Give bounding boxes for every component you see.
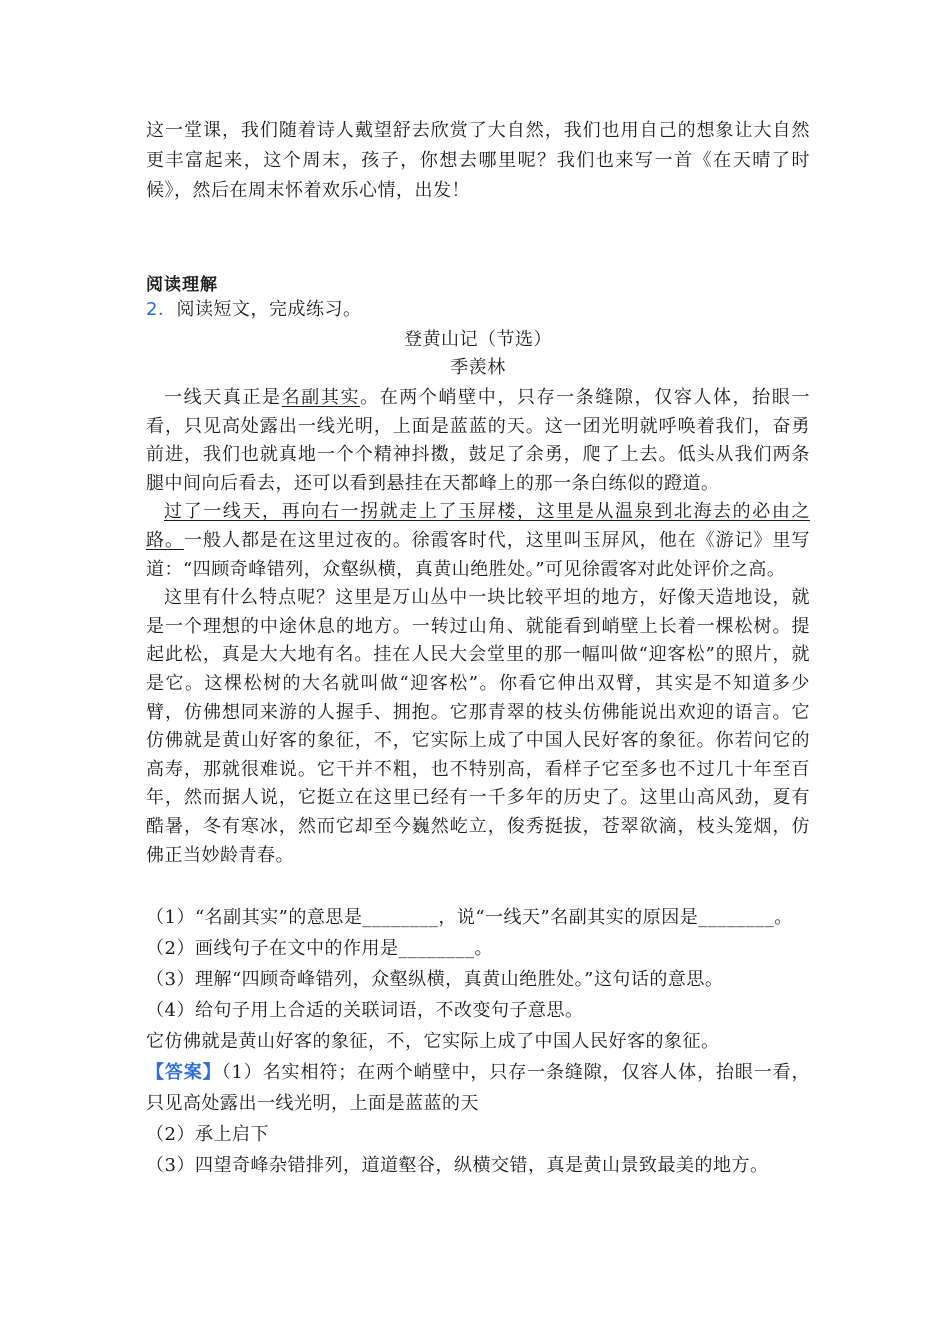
article-paragraph-1 xyxy=(146,384,810,498)
question-number: 2． xyxy=(146,299,177,320)
sub-question-2: （2）画线句子在文中的作用是________。 xyxy=(146,938,493,959)
answer-tag: 【答案】 xyxy=(146,1062,222,1083)
sub-question-3: （3）理解“四顾奇峰错列，众壑纵横，真黄山绝胜处。”这句话的意思。 xyxy=(146,969,724,990)
article-author: 季羡林 xyxy=(450,357,506,378)
question-heading xyxy=(146,296,810,324)
intro-paragraph: 这一堂课，我们随着诗人戴望舒去欣赏了大自然，我们也用自己的想象让大自然更丰富起来，这个周末，孩子，你想去哪里呢？我们也来写一首《在天晴了时候》，然后在周末怀着欢乐心情，出发！ xyxy=(146,120,810,201)
answer-2: （2）承上启下 xyxy=(146,1124,269,1145)
underlined-phrase: 名副其实 xyxy=(281,387,361,408)
article-title: 登黄山记（节选） xyxy=(404,329,552,350)
sub-question-4: （4）给句子用上合适的关联词语，不改变句子意思。 xyxy=(146,1000,584,1021)
question-prompt: 阅读短文，完成练习。 xyxy=(176,299,362,320)
answer-3: （3）四望奇峰杂错排列，道道壑谷，纵横交错，真是黄山景致最美的地方。 xyxy=(146,1155,769,1176)
question-list xyxy=(146,902,810,1181)
underlined-sentence: 过了一线天，再向右一拐就走上了玉屏楼，这里是从温泉到北海去的必由之路。 xyxy=(146,501,810,551)
p1-after: 。在两个峭壁中，只存一条缝隙，仅容人体，抬眼一看，只见高处露出一线光明，上面是蓝蓝的天。这一团光明就呼唤着我们，奋勇前进，我们也就真地一个个精神抖擞，鼓足了余勇，爬了上去。低头从我们两条腿中间向后看去，还可以看到悬挂在天都峰上的那一条白练似的蹬道。 xyxy=(146,387,810,494)
p1-before: 一线天真正是 xyxy=(164,387,282,408)
article-paragraph-3: 这里有什么特点呢？这里是万山丛中一块比较平坦的地方，好像天造地设，就是一个理想的中途休息的地方。一转过山角、就能看到峭壁上长着一棵松树。提起此松，真是大大地有名。挂在人民大会堂里的那一幅叫做“迎客松”的照片，就是它。这棵松树的大名就叫做“迎客松”。你看它伸出双臂，其实是不知道多少臂，仿佛想同来游的人握手、拥抱。它那青翠的枝头仿佛能说出欢迎的语言。它仿佛就是黄山好客的象征，不，它实际上成了中国人民好客的象征。你若问它的高寿，那就很难说。它干并不粗，也不特别高，看样子它至多也不过几十年至百年，然而据人说，它挺立在这里已经有一千多年的历史了。这里山高风劲，夏有酷暑，冬有寒冰，然而它却至今巍然屹立，俊秀挺拔，苍翠欲滴，枝头笼烟，仿佛正当妙龄青春。 xyxy=(146,587,810,866)
p2-after: 一般人都是在这里过夜的。徐霞客时代，这里叫玉屏风，他在《游记》里写道：“四顾奇峰错列，众壑纵横，真黄山绝胜处。”可见徐霞客对此处评价之高。 xyxy=(146,529,811,580)
article-paragraph-2 xyxy=(146,498,810,584)
sub-question-1: （1）“名副其实”的意思是________，说“一线天”名副其实的原因是________。 xyxy=(146,907,793,928)
article-body xyxy=(146,384,810,870)
answer-1 xyxy=(146,1057,810,1119)
answer-1-text: （1）名实相符；在两个峭壁中，只存一条缝隙，仅容人体，抬眼一看，只见高处露出一线光明，上面是蓝蓝的天 xyxy=(146,1062,811,1114)
section-title: 阅读理解 xyxy=(146,275,218,295)
sub-question-4-sentence: 它仿佛就是黄山好客的象征，不，它实际上成了中国人民好客的象征。 xyxy=(146,1031,720,1052)
